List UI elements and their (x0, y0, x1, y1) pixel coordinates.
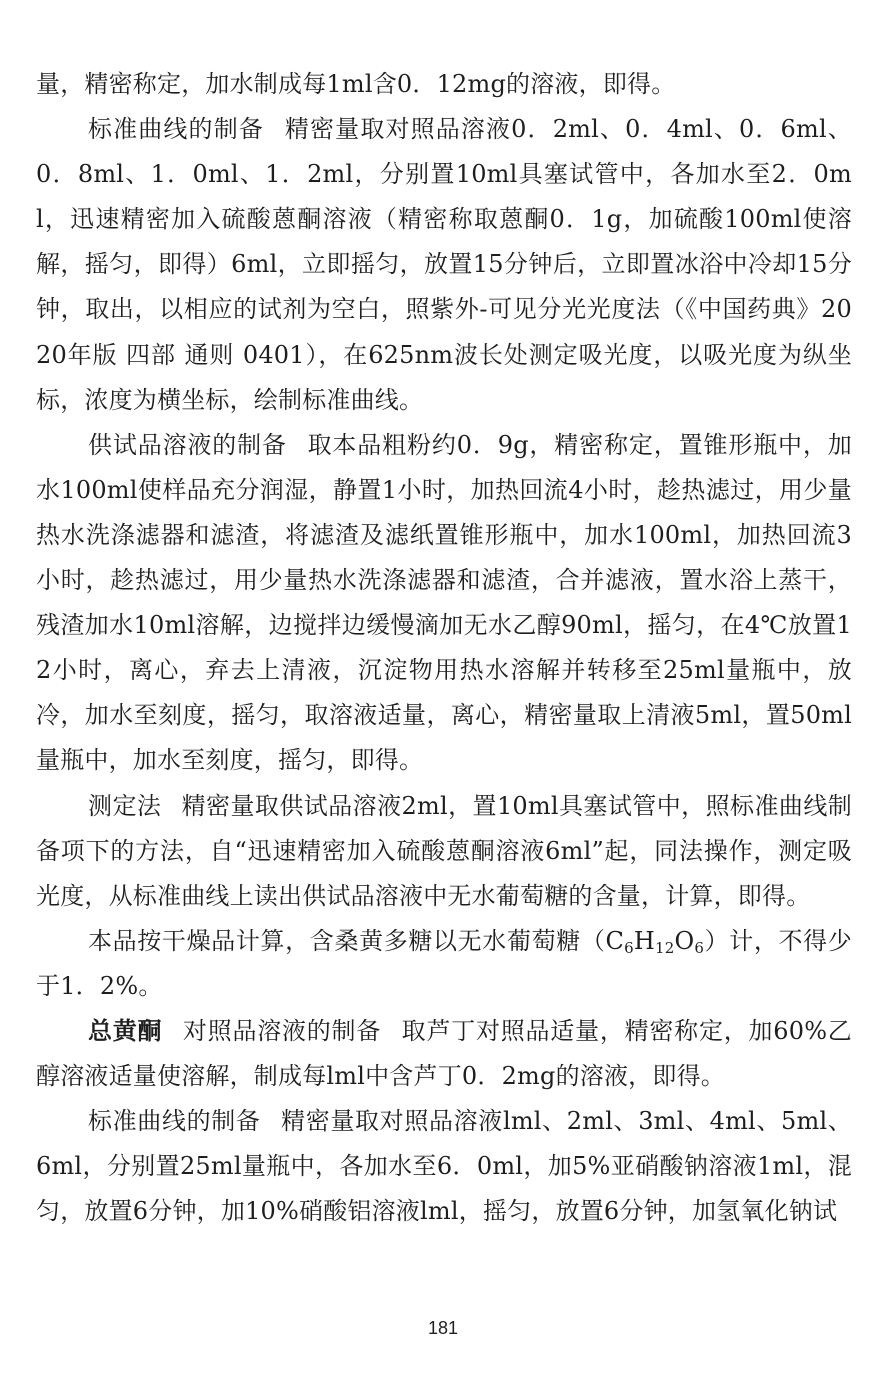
paragraph-assay-method (36, 784, 852, 919)
paragraph-continuation (36, 62, 852, 107)
formula-subscript: 6 (624, 938, 634, 957)
paragraph-heading: 标准曲线的制备 (88, 115, 264, 144)
paragraph-text: 精密量取对照品溶液0．2ml、0．4ml、0．6ml、0．8ml、1．0ml、1．2ml，分别置10ml具塞试管中，各加水至2．0ml，迅速精密加入硫酸蒽酮溶液（精密称取蒽酮0．1g，加硫酸100ml使溶解，摇匀，即得）6ml，立即摇匀，放置15分钟后，立即置冰浴中冷却15分钟，取出，以相应的试剂为空白，照紫外-可见分光光度法（《中国药典》2020年版 四部 通则 0401），在625nm波长处测定吸光度，以吸光度为纵坐标，浓度为横坐标，绘制标准曲线。 (36, 115, 852, 414)
paragraph-text: 本品按干燥品计算，含桑黄多糖以无水葡萄糖（ (88, 926, 606, 955)
formula-subscript: 12 (655, 938, 675, 957)
paragraph-text: ）计，不得少于1．2%。 (36, 926, 853, 1000)
formula-element: C (605, 926, 625, 955)
paragraph-text: 精密量取供试品溶液2ml，置10ml具塞试管中，照标准曲线制备项下的方法，自“迅速精密加入硫酸蒽酮溶液6ml”起，同法操作，测定吸光度，从标准曲线上读出供试品溶液中无水葡萄糖的含量，计算，即得。 (36, 791, 852, 910)
paragraph-text: 取本品粗粉约0．9g，精密称定，置锥形瓶中，加水100ml使样品充分润湿，静置1小时，加热回流4小时，趁热滤过，用少量热水洗涤滤器和滤渣，将滤渣及滤纸置锥形瓶中，加水100ml，加热回流3小时，趁热滤过，用少量热水洗涤滤器和滤渣，合并滤液，置水浴上蒸干，残渣加水10ml溶解，边搅拌边缓慢滴加无水乙醇90ml，摇匀，在4℃放置12小时，离心，弃去上清液，沉淀物用热水溶解并转移至25ml量瓶中，放冷，加水至刻度，摇匀，取溶液适量，离心，精密量取上清液5ml，置50ml量瓶中，加水至刻度，摇匀，即得。 (36, 430, 852, 775)
formula-subscript: 6 (694, 938, 705, 957)
paragraph-heading: 标准曲线的制备 (88, 1107, 261, 1136)
formula-element: O (674, 926, 695, 955)
paragraph-sample-solution (36, 423, 852, 784)
paragraph-standard-curve-flavonoids (36, 1099, 852, 1234)
page-number: 181 (427, 1318, 459, 1338)
paragraph-text: 取芦丁对照品适量，精密称定，加60%乙醇溶液适量使溶解，制成每lml中含芦丁0．2mg的溶液，即得。 (36, 1016, 852, 1091)
body-text (36, 62, 852, 1234)
chemical-formula (606, 927, 705, 955)
paragraph-total-flavonoids (36, 1009, 852, 1099)
section-heading: 总黄酮 (88, 1016, 163, 1045)
paragraph-heading: 测定法 (88, 791, 162, 820)
paragraph-heading: 供试品溶液的制备 (88, 430, 287, 459)
paragraph-heading: 对照品溶液的制备 (182, 1016, 382, 1045)
paragraph-text: 精密量取对照品溶液lml、2ml、3ml、4ml、5ml、6ml，分别置25ml量瓶中，各加水至6．0ml，加5%亚硝酸钠溶液1ml，混匀，放置6分钟，加10%硝酸铝溶液lml，摇匀，放置6分钟，加氢氧化钠试 (36, 1107, 852, 1226)
paragraph-text: 量，精密称定，加水制成每1ml含0．12mg的溶液，即得。 (36, 70, 676, 98)
paragraph-content-limit (36, 919, 852, 1009)
paragraph-standard-curve (36, 107, 852, 423)
formula-element: H (633, 926, 655, 955)
